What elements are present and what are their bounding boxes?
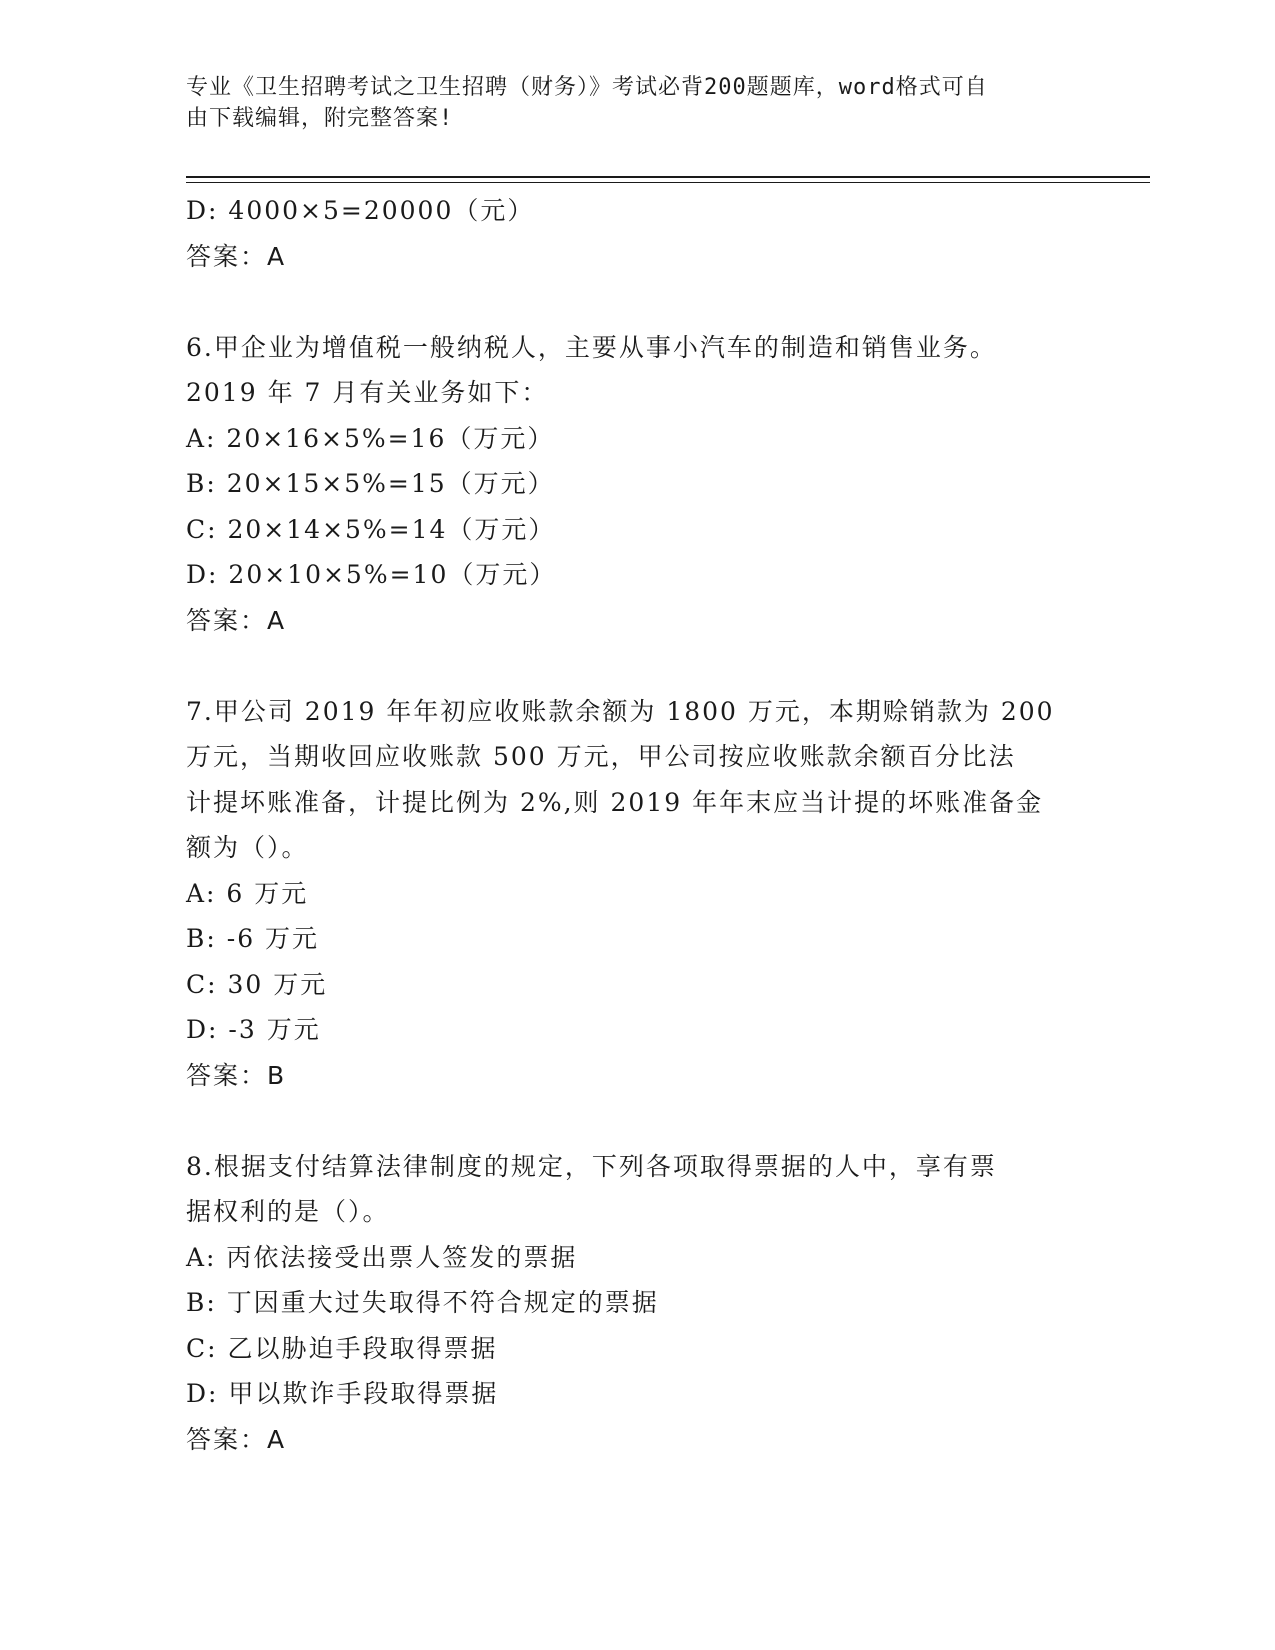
question-8 [186,1144,1086,1463]
question-text-line: 额为（）。 [186,833,309,862]
option-c: C: 30 万元 [186,969,328,999]
option-a: A: 6 万元 [186,878,309,908]
document-body [186,188,1086,1462]
option-d: D: 甲以欺诈手段取得票据 [186,1379,499,1408]
option-a: A: 20×16×5%=16（万元） [186,423,555,453]
question-text-line: 7.甲公司 2019 年年初应收账款余额为 1800 万元，本期赊销款为 200 [186,696,1055,726]
question-6 [186,325,1086,644]
header-divider-thin [186,182,1150,183]
question-text-line: 8.根据支付结算法律制度的规定，下列各项取得票据的人中，享有票 [186,1151,997,1181]
question-text-line: 2019 年 7 月有关业务如下： [186,378,549,407]
option-c: C: 20×14×5%=14（万元） [186,514,556,544]
answer-line: 答案：B [186,1060,287,1090]
question-text-line: 据权利的是（）。 [186,1197,390,1226]
header-line-2: 由下载编辑，附完整答案! [186,106,454,131]
continued-question [186,188,1086,279]
option-a: A: 丙依法接受出票人签发的票据 [186,1242,578,1272]
option-b: B: 20×15×5%=15（万元） [186,469,555,498]
question-7 [186,689,1086,1099]
option-d: D: 20×10×5%=10（万元） [186,560,557,589]
header-divider-thick [186,176,1150,178]
header-line-1: 专业《卫生招聘考试之卫生招聘（财务）》考试必背200题题库，word格式可自 [186,75,988,100]
spacer [186,643,1086,689]
spacer [186,279,1086,325]
answer-line: 答案：A [186,605,287,635]
question-text-line: 万元，当期收回应收账款 500 万元，甲公司按应收账款余额百分比法 [186,742,1016,771]
question-text-line: 6.甲企业为增值税一般纳税人，主要从事小汽车的制造和销售业务。 [186,332,997,362]
answer-line: 答案：A [186,241,287,271]
option-d: D: -3 万元 [186,1015,321,1044]
question-text-line: 计提坏账准备，计提比例为 2%,则 2019 年年末应当计提的坏账准备金 [186,787,1044,817]
option-b: B: 丁因重大过失取得不符合规定的票据 [186,1288,659,1317]
option-b: B: -6 万元 [186,924,320,953]
option-d: D: 4000×5=20000（元） [186,196,535,225]
answer-line: 答案：A [186,1424,287,1454]
spacer [186,1098,1086,1144]
document-header [186,72,1066,134]
option-c: C: 乙以胁迫手段取得票据 [186,1333,498,1363]
